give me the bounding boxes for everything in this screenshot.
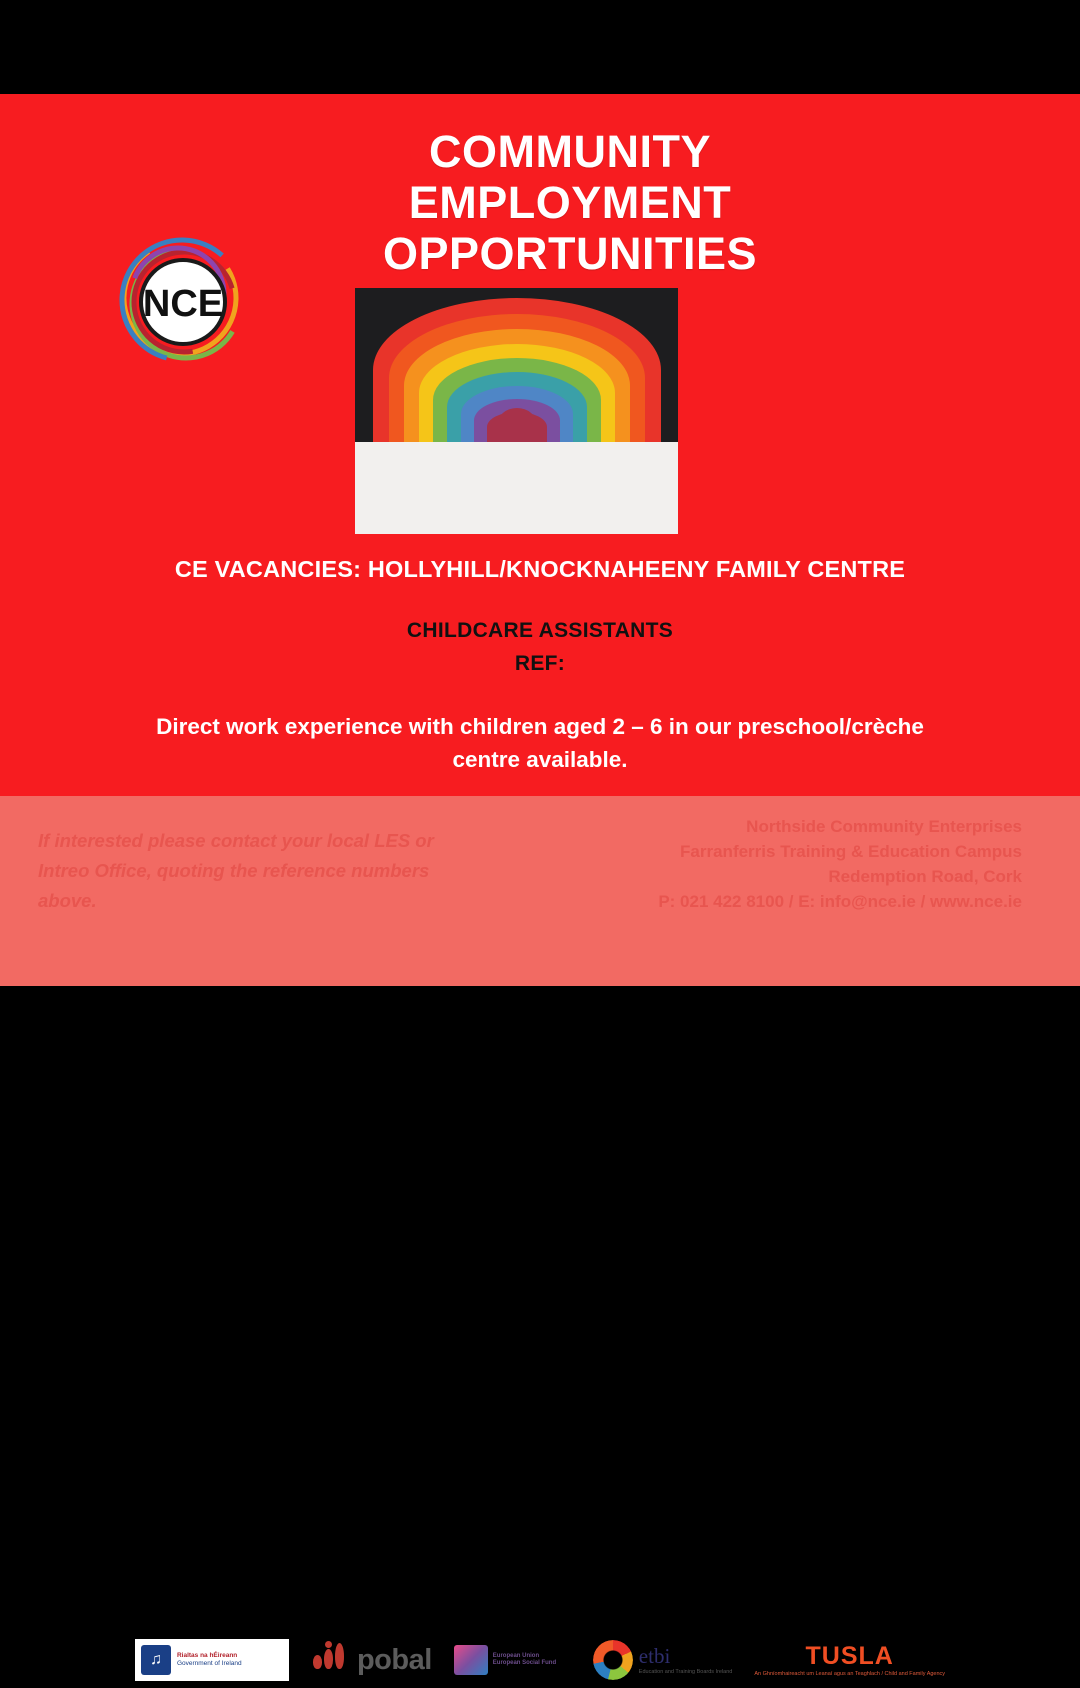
rainbow-arch-photo [355, 288, 678, 534]
pobal-dots-icon [311, 1641, 351, 1679]
flyer-body [0, 94, 1080, 1677]
address-line-1: Farranferris Training & Education Campus [680, 842, 1022, 861]
gov-sub: Government of Ireland [176, 1660, 242, 1667]
gov-name: Rialtas na hÉireann [176, 1652, 238, 1659]
nce-logo-icon [108, 232, 258, 372]
page-title: COMMUNITY EMPLOYMENT OPPORTUNITIES [382, 126, 758, 279]
ref-line: REF: [514, 652, 566, 675]
harp-icon: ♫ [141, 1645, 171, 1675]
tusla-sub: An Ghníomhaireacht um Leanaí agus an Teaghlach / Child and Family Agency [754, 1671, 946, 1677]
contact-line: P: 021 422 8100 / E: info@nce.ie / www.nce.ie [658, 892, 1022, 911]
description-line: Direct work experience with children aged 2 – 6 in our preschool/crèche centre available. [156, 714, 924, 772]
svg-text:NCE: NCE [142, 283, 224, 325]
role-line: CHILDCARE ASSISTANTS [406, 619, 674, 642]
footer-instructions: If interested please contact your local LES or Intreo Office, quoting the reference numbers above. [38, 830, 434, 911]
photo-table-surface [355, 442, 678, 534]
partner-logo-eu-funding [454, 1637, 571, 1683]
footer-contact-block [562, 814, 1022, 914]
pobal-wordmark: pobal [356, 1643, 432, 1676]
eu-sub: European Social Fund [492, 1660, 557, 1666]
eu-name: European Union [492, 1652, 540, 1659]
partner-logo-gov-ireland [135, 1637, 289, 1683]
partner-logo-pobal [311, 1637, 432, 1683]
address-line-2: Redemption Road, Cork [828, 867, 1022, 886]
footer-band [0, 796, 1080, 1677]
eu-flag-icon [454, 1645, 488, 1675]
etbi-swirl-icon [593, 1640, 633, 1680]
partner-logo-etbi [593, 1637, 733, 1683]
nce-logo [108, 232, 258, 372]
vacancy-line: CE VACANCIES: HOLLYHILL/KNOCKNAHEENY FAMILY CENTRE [174, 556, 906, 582]
etbi-wordmark: etbi [638, 1644, 671, 1668]
partner-logo-tusla [754, 1637, 945, 1683]
partner-logo-strip [0, 1632, 1080, 1688]
etbi-sub: Education and Training Boards Ireland [638, 1669, 733, 1675]
org-name: Northside Community Enterprises [746, 817, 1022, 836]
tusla-wordmark: TUSLA [805, 1642, 894, 1670]
